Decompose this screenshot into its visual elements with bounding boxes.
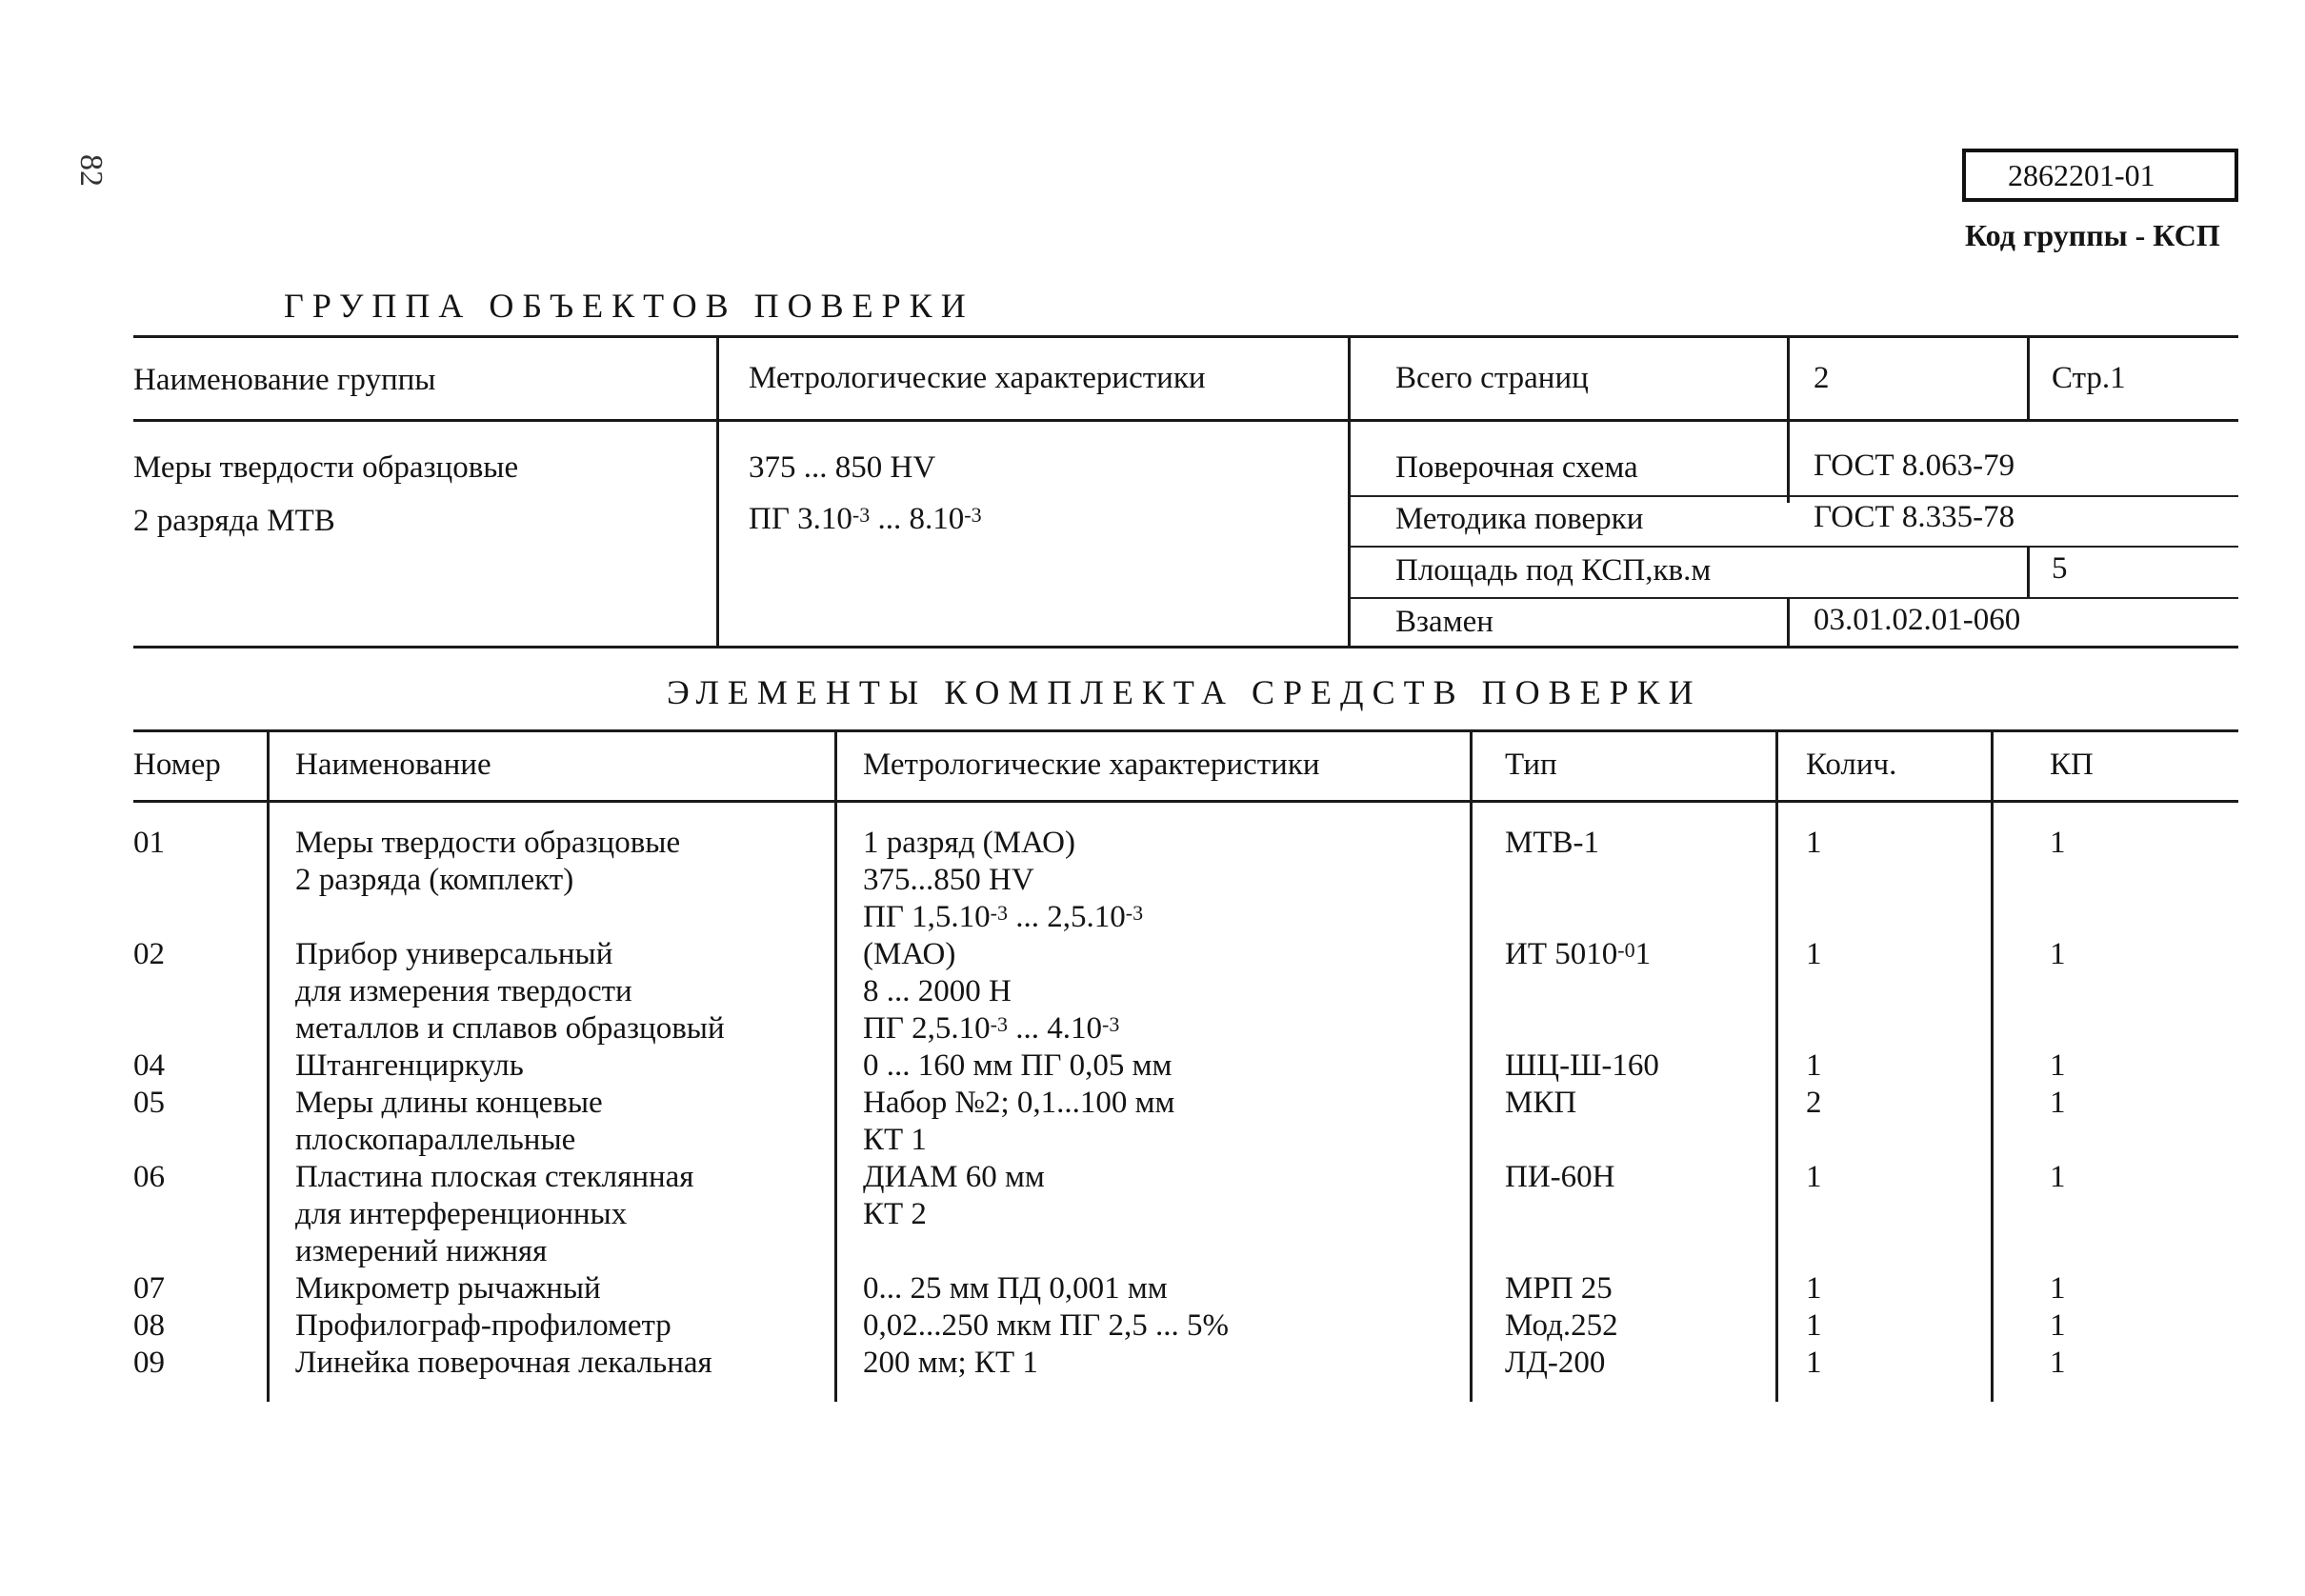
row-number: 02 [133, 937, 165, 971]
row-metro: ДИАМ 60 мм [863, 1160, 1045, 1194]
rule [1351, 597, 2238, 599]
row-metro: ПГ $1,5.10^{-3}$ ... $2,5.10^{-3}$ [863, 900, 1144, 934]
row-type: ИТ $5010^{-0}1$ [1505, 937, 1652, 971]
row-number: 07 [133, 1271, 165, 1306]
row-metro: 1 разряд (МАО) [863, 826, 1075, 860]
row-name: Штангенциркуль [295, 1048, 524, 1083]
row-type: ЛД-200 [1505, 1346, 1606, 1380]
total-pages-value: 2 [1814, 361, 1830, 395]
rule [133, 335, 2238, 338]
group-name-line1: Меры твердости образцовые [133, 450, 519, 485]
row-qty: 2 [1806, 1086, 1822, 1120]
row-kp: 1 [2050, 1346, 2066, 1380]
row-kp: 1 [2050, 1271, 2066, 1306]
row-metro: 0 ... 160 мм ПГ 0,05 мм [863, 1048, 1173, 1083]
row-type: МРП 25 [1505, 1271, 1613, 1306]
row-kp: 1 [2050, 937, 2066, 971]
row-name: плоскопараллельные [295, 1123, 576, 1157]
header-col-name: Наименование [295, 748, 491, 782]
header-metro: Метрологические характеристики [749, 361, 1206, 395]
header-col-number: Номер [133, 748, 221, 782]
row-number: 01 [133, 826, 165, 860]
row-name: Пластина плоская стеклянная [295, 1160, 694, 1194]
group-code-label: Код группы - КСП [1965, 218, 2220, 252]
row-qty: 1 [1806, 1346, 1822, 1380]
row-qty: 1 [1806, 1308, 1822, 1343]
row-metro: (МАО) [863, 937, 956, 971]
replace-value: 03.01.02.01-060 [1814, 603, 2021, 637]
area-label: Площадь под КСП,кв.м [1395, 553, 1712, 588]
divider [834, 729, 837, 1402]
header-col-metro: Метрологические характеристики [863, 748, 1320, 782]
row-type: МТВ-1 [1505, 826, 1599, 860]
group-metro-line1: 375 ... 850 HV [749, 450, 936, 485]
rule [1351, 546, 2238, 548]
divider [2027, 546, 2030, 597]
page-label: Стр.1 [2052, 361, 2126, 395]
row-type: МКП [1505, 1086, 1577, 1120]
divider [1787, 597, 1790, 648]
row-name: Профилограф-профилометр [295, 1308, 671, 1343]
row-name: Прибор универсальный [295, 937, 613, 971]
row-metro: 0,02...250 мкм ПГ 2,5 ... 5% [863, 1308, 1229, 1343]
page-number: 82 [73, 154, 109, 187]
divider [267, 729, 270, 1402]
row-qty: 1 [1806, 826, 1822, 860]
row-metro: 200 мм; КТ 1 [863, 1346, 1038, 1380]
row-type: Мод.252 [1505, 1308, 1618, 1343]
replace-label: Взамен [1395, 605, 1493, 639]
section-title-elements: ЭЛЕМЕНТЫ КОМПЛЕКТА СРЕДСТВ ПОВЕРКИ [667, 673, 1702, 711]
row-metro: 0... 25 мм ПД 0,001 мм [863, 1271, 1168, 1306]
row-name: 2 разряда (комплект) [295, 863, 574, 897]
header-group-name: Наименование группы [133, 363, 436, 397]
divider [716, 335, 719, 648]
row-name: для измерения твердости [295, 974, 632, 1008]
divider [1470, 729, 1473, 1402]
row-number: 05 [133, 1086, 165, 1120]
row-name: Микрометр рычажный [295, 1271, 601, 1306]
row-metro: Набор №2; 0,1...100 мм [863, 1086, 1175, 1120]
row-name: Меры твердости образцовые [295, 826, 681, 860]
method-value: ГОСТ 8.335-78 [1814, 500, 2015, 534]
row-metro: КТ 2 [863, 1197, 927, 1231]
group-name-line2: 2 разряда МТВ [133, 504, 335, 538]
row-qty: 1 [1806, 1048, 1822, 1083]
row-kp: 1 [2050, 1308, 2066, 1343]
row-metro: ПГ $2,5.10^{-3}$ ... $4.10^{-3}$ [863, 1011, 1120, 1046]
scheme-value: ГОСТ 8.063-79 [1814, 449, 2015, 483]
row-name: металлов и сплавов образцовый [295, 1011, 725, 1046]
rule [133, 646, 2238, 648]
row-metro: 8 ... 2000 Н [863, 974, 1012, 1008]
row-qty: 1 [1806, 1271, 1822, 1306]
header-col-qty: Колич. [1806, 748, 1897, 782]
row-name: измерений нижняя [295, 1234, 548, 1268]
group-metro-line2: ПГ $3.10^{-3}$ ... $8.10^{-3}$ [749, 502, 982, 536]
group-code-box: 2862201-01 [1962, 149, 2238, 202]
divider [1348, 335, 1351, 648]
row-number: 09 [133, 1346, 165, 1380]
row-metro: 375...850 HV [863, 863, 1034, 897]
row-qty: 1 [1806, 1160, 1822, 1194]
row-number: 04 [133, 1048, 165, 1083]
row-type: ШЦ-Ш-160 [1505, 1048, 1659, 1083]
area-value: 5 [2052, 551, 2068, 586]
divider [2027, 335, 2030, 421]
row-number: 06 [133, 1160, 165, 1194]
row-kp: 1 [2050, 1086, 2066, 1120]
method-label: Методика поверки [1395, 502, 1644, 536]
row-kp: 1 [2050, 1048, 2066, 1083]
section-title-objects: ГРУППА ОБЪЕКТОВ ПОВЕРКИ [284, 287, 974, 325]
scheme-label: Поверочная схема [1395, 450, 1638, 485]
header-col-type: Тип [1505, 748, 1557, 782]
rule [133, 729, 2238, 732]
row-kp: 1 [2050, 826, 2066, 860]
rule [133, 419, 2238, 422]
row-metro: КТ 1 [863, 1123, 927, 1157]
rule [1351, 495, 2238, 497]
header-total-pages: Всего страниц [1395, 361, 1589, 395]
row-name: Меры длины концевые [295, 1086, 603, 1120]
rule [133, 800, 2238, 803]
row-qty: 1 [1806, 937, 1822, 971]
header-col-kp: КП [2050, 748, 2094, 782]
divider [1775, 729, 1778, 1402]
divider [1991, 729, 1994, 1402]
row-type: ПИ-60Н [1505, 1160, 1615, 1194]
row-name: Линейка поверочная лекальная [295, 1346, 712, 1380]
row-number: 08 [133, 1308, 165, 1343]
row-kp: 1 [2050, 1160, 2066, 1194]
divider [1787, 335, 1790, 503]
row-name: для интерференционных [295, 1197, 628, 1231]
